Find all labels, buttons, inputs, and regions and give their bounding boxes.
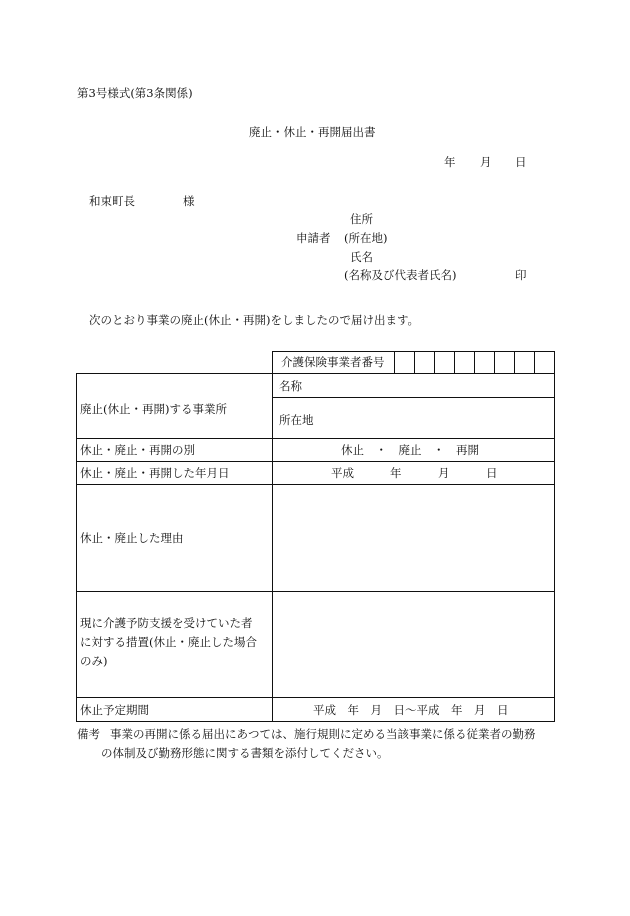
measures-label-line2: に対する措置(休止・廃止した場合 — [80, 635, 257, 649]
intro-text: 次のとおり事業の廃止(休止・再開)をしましたので届け出ます。 — [89, 313, 420, 327]
applicant-address-label: 住所 — [350, 212, 373, 226]
period-label: 休止予定期間 — [80, 703, 149, 717]
reason-label: 休止・廃止した理由 — [80, 531, 184, 545]
applicant-label: 申請者 — [296, 231, 331, 245]
date-label: 休止・廃止・再開した年月日 — [80, 466, 230, 480]
office-name-field[interactable] — [315, 374, 554, 397]
measures-label-line1: 現に介護予防支援を受けていた者 — [80, 616, 253, 630]
provider-number-digit-boxes[interactable] — [395, 352, 554, 373]
form-number: 第3号様式(第3条関係) — [77, 86, 193, 100]
date-day: 日 — [486, 466, 498, 480]
office-name-label: 名称 — [279, 379, 302, 393]
applicant-location-label: (所在地) — [344, 231, 388, 245]
measures-field[interactable] — [273, 592, 554, 697]
type-options[interactable]: 休止 ・ 廃止 ・ 再開 — [341, 443, 479, 457]
office-label: 廃止(休止・再開)する事業所 — [80, 402, 227, 416]
applicant-name-label: 氏名 — [350, 250, 373, 264]
office-location-label: 所在地 — [279, 413, 314, 427]
date-month: 月 — [438, 466, 450, 480]
addressee-mayor: 和束町長 — [89, 194, 135, 208]
notes-line2: の体制及び勤務形態に関する書類を添付してください。 — [101, 746, 389, 760]
measures-label-line3: のみ) — [80, 654, 108, 668]
date-year: 年 — [390, 466, 402, 480]
document-title: 廃止・休止・再開届出書 — [249, 125, 376, 139]
date-era: 平成 — [331, 466, 354, 480]
period-value[interactable]: 平成 年 月 日～平成 年 月 日 — [313, 703, 509, 717]
applicant-rep-label: (名称及び代表者氏名) — [344, 268, 457, 282]
type-label: 休止・廃止・再開の別 — [80, 443, 195, 457]
date-year-label: 年 — [444, 155, 456, 169]
addressee-honorific: 様 — [183, 194, 195, 208]
notes-line1: 事業の再開に係る届出にあつては、施行規則に定める当該事業に係る従業者の勤務 — [110, 727, 536, 741]
date-day-label: 日 — [515, 155, 527, 169]
reason-field[interactable] — [273, 485, 554, 591]
notes-label: 備考 — [77, 727, 100, 741]
provider-number-label: 介護保険事業者番号 — [281, 355, 385, 369]
office-location-field[interactable] — [325, 398, 554, 438]
seal-label: 印 — [515, 268, 527, 282]
date-month-label: 月 — [480, 155, 492, 169]
